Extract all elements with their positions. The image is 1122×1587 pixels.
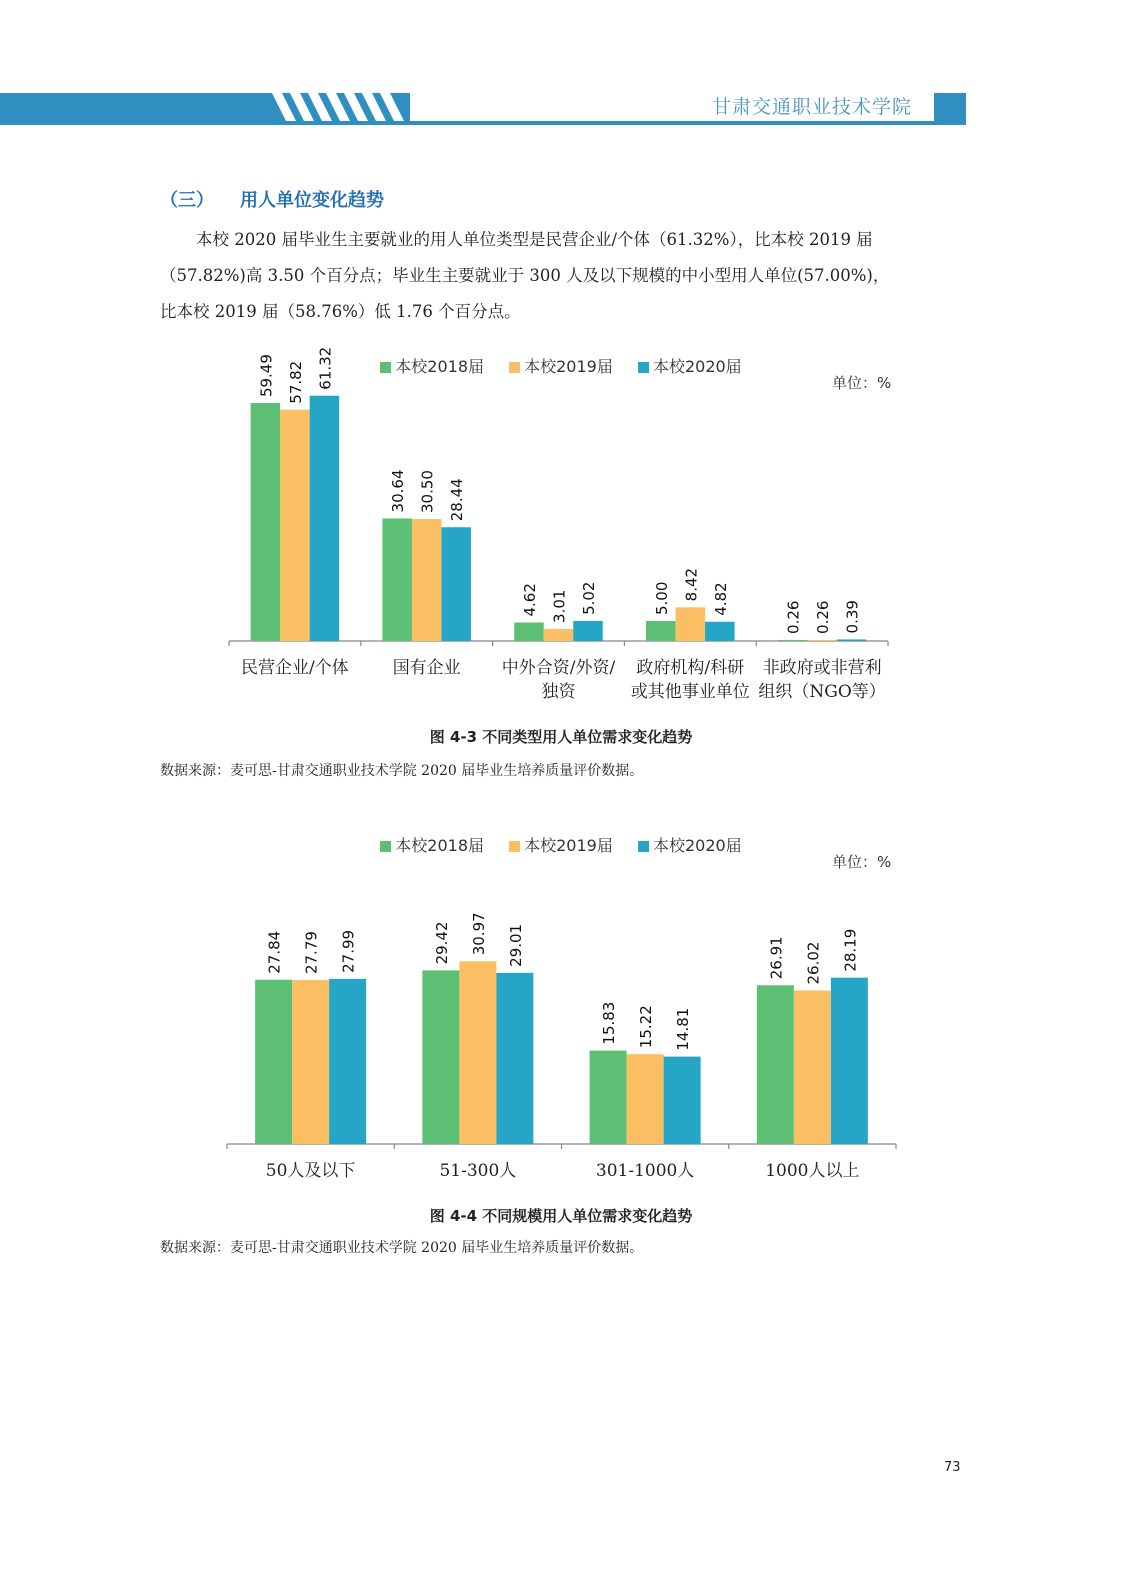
legend-item-2018: 本校2018届 — [380, 354, 484, 377]
bar-2018 — [255, 980, 292, 1144]
category-label: 中外合资/外资/ — [501, 658, 616, 678]
data-label: 4.62 — [521, 583, 539, 617]
category-label: 非政府或非营利 — [762, 658, 882, 678]
section-title: 用人单位变化趋势 — [240, 190, 384, 211]
bar-2019 — [459, 961, 496, 1144]
data-label: 15.22 — [637, 1005, 656, 1049]
data-label: 30.50 — [418, 470, 437, 513]
legend-item-2019: 本校2019届 — [509, 354, 613, 377]
data-label: 57.82 — [286, 360, 305, 404]
category-label: 或其他事业单位 — [630, 682, 750, 702]
legend-item-2020: 本校2020届 — [638, 354, 742, 377]
bar-2019 — [794, 990, 831, 1144]
legend-item-2020: 本校2020届 — [638, 833, 742, 856]
data-label: 4.82 — [711, 582, 730, 616]
bar-2019 — [292, 980, 329, 1144]
category-label: 301-1000人 — [595, 1161, 695, 1181]
section-number: （三） — [160, 190, 214, 211]
category-label: 组织（NGO等） — [758, 682, 886, 702]
data-label: 27.84 — [265, 930, 284, 974]
category-label: 国有企业 — [392, 658, 461, 678]
data-label: 28.44 — [448, 478, 467, 522]
category-label: 政府机构/科研 — [636, 658, 745, 678]
school-name: 甘肃交通职业技术学院 — [711, 96, 912, 118]
data-label: 0.26 — [784, 600, 803, 634]
bar-2018 — [590, 1051, 627, 1144]
data-label: 29.01 — [506, 923, 525, 967]
chart-unit-label: 单位：% — [832, 853, 892, 871]
category-label: 50人及以下 — [265, 1161, 356, 1181]
data-label: 0.39 — [843, 600, 862, 634]
data-label: 15.83 — [600, 1001, 619, 1045]
data-label: 5.02 — [580, 581, 598, 615]
category-label: 民营企业/个体 — [241, 658, 349, 678]
legend-item-2018: 本校2018届 — [380, 833, 484, 856]
category-label: 51-300人 — [439, 1161, 517, 1181]
data-label: 28.19 — [841, 928, 860, 972]
category-label: 1000人以上 — [765, 1161, 860, 1181]
data-label: 5.00 — [652, 581, 671, 615]
bar-2020 — [664, 1057, 701, 1144]
data-label: 26.02 — [804, 941, 823, 985]
bar-2018 — [422, 970, 459, 1144]
data-label: 0.26 — [814, 600, 833, 634]
data-label: 8.42 — [682, 567, 701, 602]
bar-2020 — [831, 978, 868, 1144]
data-label: 27.99 — [339, 929, 358, 973]
category-label: 独资 — [541, 682, 576, 702]
bar-2018 — [757, 985, 794, 1144]
chart-unit-label: 单位：% — [832, 374, 892, 392]
chart-source: 数据来源：麦可思-甘肃交通职业技术学院 2020 届毕业生培养质量评价数据。 — [160, 1240, 644, 1256]
chart-caption: 图 4-3 不同类型用人单位需求变化趋势 — [429, 728, 693, 746]
chart-source: 数据来源：麦可思-甘肃交通职业技术学院 2020 届毕业生培养质量评价数据。 — [160, 763, 644, 779]
page-number: 73 — [944, 1460, 961, 1475]
data-label: 26.91 — [767, 936, 786, 980]
chart-caption: 图 4-4 不同规模用人单位需求变化趋势 — [429, 1207, 693, 1225]
data-label: 27.79 — [302, 931, 321, 975]
data-label: 61.32 — [316, 346, 335, 390]
bar-2020 — [329, 979, 366, 1144]
data-label: 30.97 — [469, 912, 488, 956]
paragraph-line: 本校 2020 届毕业生主要就业的用人单位类型是民营企业/个体（61.32%），比本校 2019 届 — [196, 230, 873, 249]
data-label: 29.42 — [432, 921, 451, 965]
data-label: 30.64 — [389, 469, 408, 513]
data-label: 3.01 — [550, 589, 569, 623]
bar-2019 — [627, 1054, 664, 1144]
paragraph-line: （57.82%)高 3.50 个百分点；毕业生主要就业于 300 人及以下规模的中小型用人单位(57.00%)， — [160, 266, 890, 285]
data-label: 14.81 — [674, 1007, 693, 1051]
paragraph-line: 比本校 2019 届（58.76%）低 1.76 个百分点。 — [160, 302, 521, 321]
legend-item-2019: 本校2019届 — [509, 833, 613, 856]
bar-2020 — [496, 973, 533, 1144]
data-label: 59.49 — [257, 354, 276, 398]
